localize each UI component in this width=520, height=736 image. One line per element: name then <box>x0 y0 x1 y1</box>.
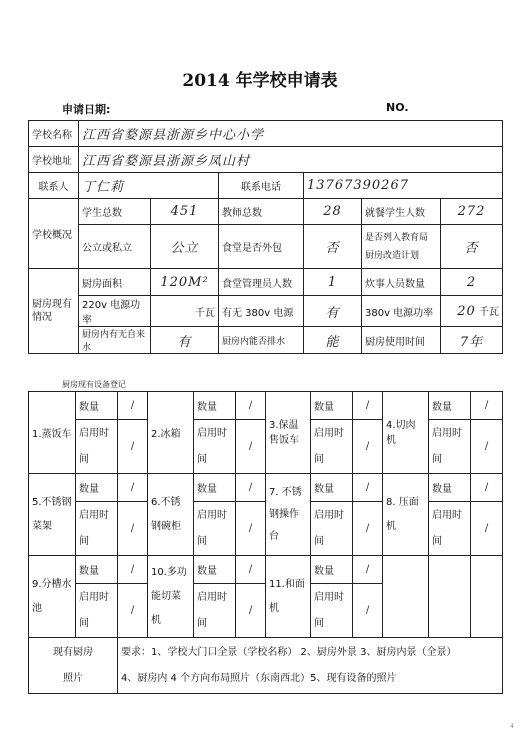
power220-unit: 千瓦 <box>151 296 219 327</box>
teachers-value: 28 <box>304 199 362 225</box>
start-label: 启用时间 <box>311 584 353 638</box>
no-label: NO. <box>386 101 409 114</box>
equipment-name-10: 10.多功能切菜机 <box>148 556 194 638</box>
start-mark: / <box>471 502 503 556</box>
start-mark: / <box>236 502 266 556</box>
power380-unit: 千瓦 <box>479 307 500 318</box>
school-address-value: 江西省婺源县浙源乡凤山村 <box>79 147 503 173</box>
equipment-name-11: 11.和面机 <box>266 556 311 638</box>
qty-mark: / <box>471 392 503 420</box>
start-mark: / <box>471 420 503 474</box>
contact-label: 联系人 <box>29 173 79 199</box>
kitchen-section-label <box>29 269 79 354</box>
equipment-name-2: 2.冰箱 <box>148 392 194 474</box>
diners-label: 就餐学生人数 <box>362 199 441 225</box>
qty-mark: / <box>236 556 266 584</box>
public-private-label: 公立或私立 <box>79 225 151 269</box>
qty-label: 数量 <box>194 556 236 584</box>
start-label: 启用时间 <box>429 502 471 556</box>
students-label: 学生总数 <box>79 199 151 225</box>
start-mark: / <box>118 584 148 638</box>
equipment-empty-cell <box>383 556 429 638</box>
photos-requirement-line-2: 4、厨房内 4 个方向布局照片（东南西北）5、现有设备的照片 <box>121 672 397 684</box>
managers-value: 1 <box>304 269 362 296</box>
qty-mark: / <box>118 392 148 420</box>
form-title: 2014 年学校申请表 <box>182 71 338 91</box>
public-private-value: 公立 <box>151 225 219 269</box>
area-value: 120M² <box>151 269 219 296</box>
qty-label: 数量 <box>311 392 353 420</box>
start-mark: / <box>236 420 266 474</box>
school-name-label: 学校名称 <box>29 121 79 147</box>
qty-label: 数量 <box>311 556 353 584</box>
kitchen-section-label-line-2: 情况 <box>32 312 52 323</box>
has380-label: 有无 380v 电源 <box>219 296 304 327</box>
start-label: 启用时间 <box>76 420 118 474</box>
teachers-label: 教师总数 <box>219 199 304 225</box>
equipment-table <box>28 391 503 694</box>
tap-water-value: 有 <box>151 327 219 354</box>
equipment-name-6: 6.不锈钢碗柜 <box>148 474 194 556</box>
power220-label: 220v 电源功率 <box>79 296 151 327</box>
photos-label-line-1: 现有厨房 <box>53 646 93 658</box>
diners-value: 272 <box>441 199 503 225</box>
tap-water-label: 厨房内有无自来水 <box>79 327 151 354</box>
qty-label: 数量 <box>76 392 118 420</box>
start-label: 启用时间 <box>194 502 236 556</box>
qty-mark: / <box>353 392 383 420</box>
school-name-value: 江西省婺源县浙源乡中心小学 <box>79 121 503 147</box>
cooks-label: 炊事人员数量 <box>362 269 441 296</box>
power380-cell <box>441 296 503 327</box>
start-label: 启用时间 <box>76 584 118 638</box>
canteen-outsourced-value: 否 <box>304 225 362 269</box>
qty-label: 数量 <box>194 392 236 420</box>
equipment-name-8: 8. 压面机 <box>383 474 429 556</box>
qty-mark: / <box>353 556 383 584</box>
qty-label: 数量 <box>311 474 353 502</box>
qty-mark: / <box>236 474 266 502</box>
start-label: 启用时间 <box>311 502 353 556</box>
equipment-caption: 厨房现有设备登记 <box>62 380 126 389</box>
has380-value: 有 <box>304 296 362 327</box>
students-value: 451 <box>151 199 219 225</box>
kitchen-section-label-line-1: 厨房现有 <box>32 299 72 310</box>
drainage-value: 能 <box>304 327 362 354</box>
equipment-name-5: 5.不锈钢菜架 <box>29 474 76 556</box>
qty-label: 数量 <box>429 474 471 502</box>
photos-requirements <box>118 638 503 694</box>
qty-label: 数量 <box>76 556 118 584</box>
equipment-name-1: 1.蒸饭车 <box>29 392 76 474</box>
contact-value: 丁仁莉 <box>79 173 219 199</box>
reform-plan-label-line-2: 厨房改造计划 <box>365 250 420 261</box>
power380-value: 20 <box>457 304 476 319</box>
qty-label: 数量 <box>76 474 118 502</box>
qty-label: 数量 <box>194 474 236 502</box>
photos-requirement-line-1: 要求：1、学校大门口全景（学校名称） 2、厨房外景 3、厨房内景（全景） <box>121 646 457 658</box>
start-mark: / <box>353 420 383 474</box>
start-label: 启用时间 <box>194 584 236 638</box>
school-info-table <box>28 120 503 354</box>
start-mark: / <box>353 502 383 556</box>
start-label: 启用时间 <box>429 420 471 474</box>
equipment-name-3: 3.保温售饭车 <box>266 392 311 474</box>
equipment-empty-cell <box>429 556 471 638</box>
qty-label: 数量 <box>429 392 471 420</box>
photos-label <box>29 638 118 694</box>
qty-mark: / <box>353 474 383 502</box>
qty-mark: / <box>118 474 148 502</box>
equipment-name-7: 7. 不锈钢操作台 <box>266 474 311 556</box>
usage-time-label: 厨房使用时间 <box>362 327 441 354</box>
canteen-outsourced-label: 食堂是否外包 <box>219 225 304 269</box>
equipment-name-9: 9.分槽水池 <box>29 556 76 638</box>
start-mark: / <box>118 420 148 474</box>
drainage-label: 厨房内能否排水 <box>219 327 304 354</box>
power380-label: 380v 电源功率 <box>362 296 441 327</box>
start-label: 启用时间 <box>311 420 353 474</box>
qty-mark: / <box>118 556 148 584</box>
area-label: 厨房面积 <box>79 269 151 296</box>
start-mark: / <box>236 584 266 638</box>
usage-time-value: 7年 <box>441 327 503 354</box>
cooks-value: 2 <box>441 269 503 296</box>
phone-label: 联系电话 <box>219 173 304 199</box>
phone-value: 13767390267 <box>304 173 503 199</box>
managers-label: 食堂管理员人数 <box>219 269 304 296</box>
reform-plan-value: 否 <box>441 225 503 269</box>
start-label: 启用时间 <box>76 502 118 556</box>
qty-mark: / <box>236 392 266 420</box>
start-mark: / <box>353 584 383 638</box>
school-address-label: 学校地址 <box>29 147 79 173</box>
start-label: 启用时间 <box>194 420 236 474</box>
page-number: 4 <box>510 723 514 730</box>
reform-plan-label-line-1: 是否列入教育局 <box>365 232 429 243</box>
start-mark: / <box>118 502 148 556</box>
reform-plan-label <box>362 225 441 269</box>
date-label: 申请日期: <box>62 103 111 116</box>
qty-mark: / <box>471 474 503 502</box>
equipment-empty-cell <box>471 556 503 638</box>
photos-label-line-2: 照片 <box>63 672 83 684</box>
overview-section-label: 学校概况 <box>29 199 79 269</box>
equipment-name-4: 4.切肉机 <box>383 392 429 474</box>
